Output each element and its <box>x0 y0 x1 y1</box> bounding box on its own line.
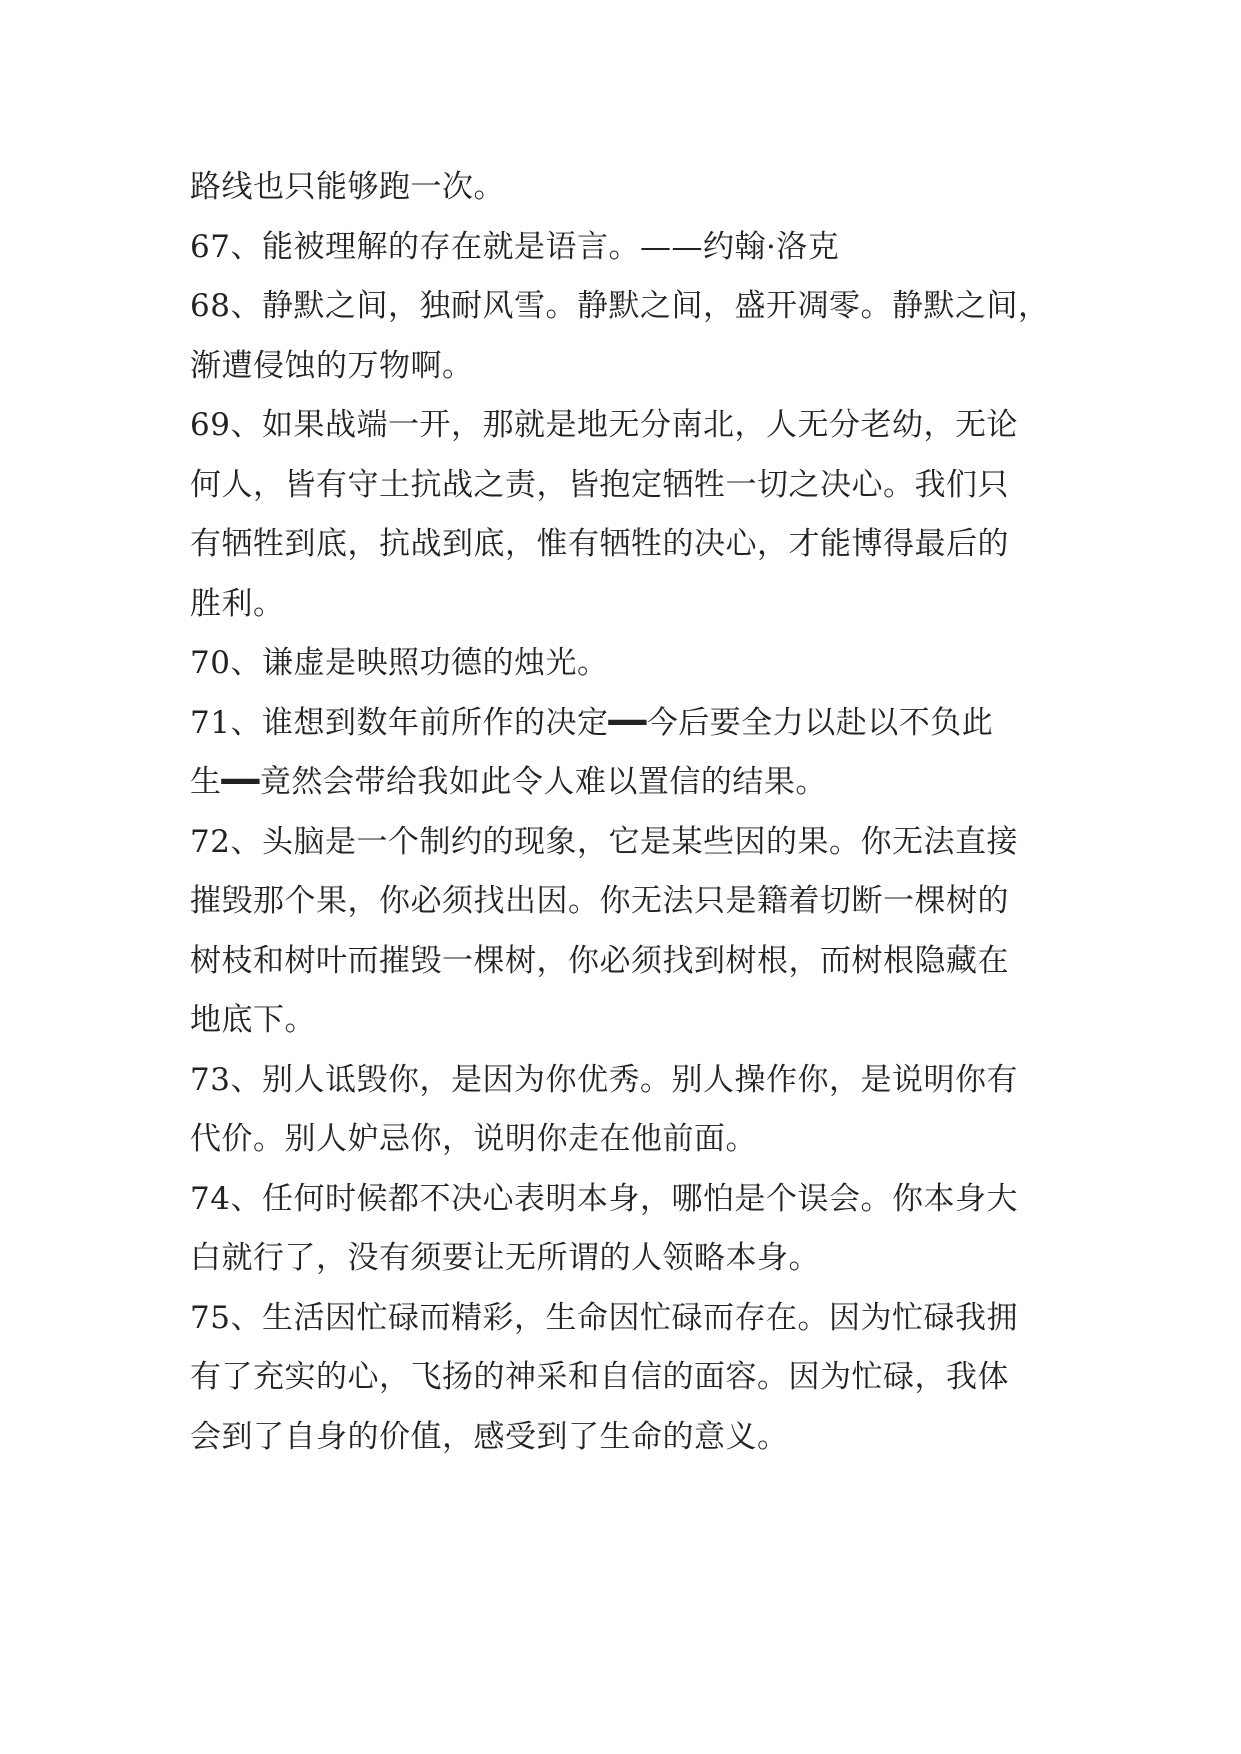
text-line: 68、静默之间，独耐风雪。静默之间，盛开凋零。静默之间， <box>190 288 1050 324</box>
text-line: 67、能被理解的存在就是语言。——约翰·洛克 <box>190 228 840 265</box>
text-line: 树枝和树叶而摧毁一棵树，你必须找到树根，而树根隐藏在 <box>190 942 1009 979</box>
text-line: 摧毁那个果，你必须找出因。你无法只是籍着切断一棵树的 <box>190 883 1009 919</box>
document-body <box>190 158 1060 1467</box>
text-line: 地底下。 <box>190 1002 316 1038</box>
text-line: 生━━竟然会带给我如此令人难以置信的结果。 <box>190 764 827 800</box>
text-line: 69、如果战端一开，那就是地无分南北，人无分老幼，无论 <box>190 407 1018 443</box>
text-line: 75、生活因忙碌而精彩，生命因忙碌而存在。因为忙碌我拥 <box>190 1299 1018 1336</box>
text-line: 71、谁想到数年前所作的决定━━今后要全力以赴以不负此 <box>190 704 994 741</box>
text-line: 有牺牲到底，抗战到底，惟有牺牲的决心，才能博得最后的 <box>190 526 1009 562</box>
text-line: 有了充实的心，飞扬的神采和自信的面容。因为忙碌，我体 <box>190 1359 1009 1395</box>
text-line: 何人，皆有守土抗战之责，皆抱定牺牲一切之决心。我们只 <box>190 466 1009 503</box>
text-line: 渐遭侵蚀的万物啊。 <box>190 347 474 384</box>
text-line: 74、任何时候都不决心表明本身，哪怕是个误会。你本身大 <box>190 1180 1018 1217</box>
text-line: 70、谦虚是映照功德的烛光。 <box>190 645 609 681</box>
text-line: 会到了自身的价值，感受到了生命的意义。 <box>190 1418 789 1455</box>
text-line: 白就行了，没有须要让无所谓的人领略本身。 <box>190 1240 820 1276</box>
text-line: 代价。别人妒忌你，说明你走在他前面。 <box>190 1121 757 1157</box>
text-line: 胜利。 <box>190 585 285 622</box>
text-line: 73、别人诋毁你，是因为你优秀。别人操作你，是说明你有 <box>190 1061 1018 1098</box>
text-line: 路线也只能够跑一次。 <box>190 169 505 205</box>
text-line: 72、头脑是一个制约的现象，它是某些因的果。你无法直接 <box>190 823 1018 860</box>
